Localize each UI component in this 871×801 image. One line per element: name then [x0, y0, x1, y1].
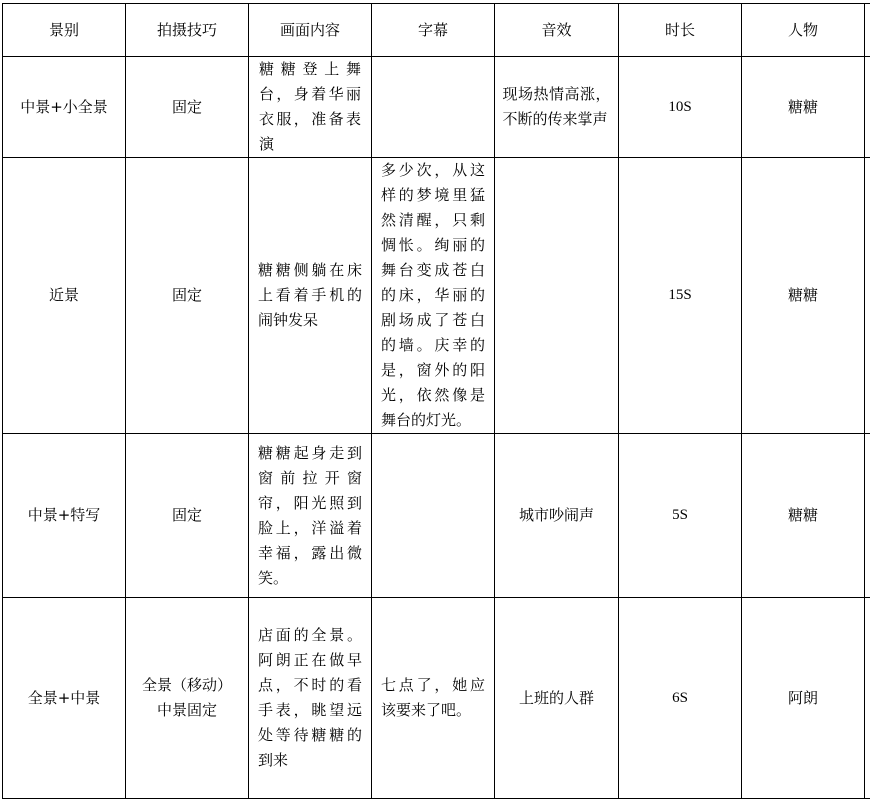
cell-content: [249, 598, 372, 799]
cell-duration: 15S: [619, 158, 742, 434]
cell-content: [249, 57, 372, 158]
cell-sound: [495, 434, 619, 598]
sound-text: 现场热情高涨，不断的传来掌声: [502, 85, 611, 128]
table-row: [3, 57, 870, 158]
sound-text: 城市吵闹声: [518, 506, 594, 524]
cell-shot: 全景+中景: [3, 598, 126, 799]
cell-duration: 5S: [619, 434, 742, 598]
cell-sound: [495, 57, 619, 158]
cell-subtitle: [372, 598, 495, 799]
cell-character: 糖糖: [742, 434, 865, 598]
header-sound: 音效: [495, 4, 619, 57]
header-subtitle: 字幕: [372, 4, 495, 57]
technique-line: 全景（移动）: [141, 676, 232, 694]
subtitle-text: 多少次，从这样的梦境里猛然清醒，只剩惆怅。绚丽的舞台变成苍白的床，华丽的剧场成了苍白的墙。庆幸的是，窗外的阳光，依然像是舞台的灯光。: [381, 161, 485, 429]
table-edge: [865, 598, 870, 799]
header-technique: 拍摄技巧: [126, 4, 249, 57]
cell-technique: [126, 434, 249, 598]
subtitle-text: 七点了，她应该要来了吧。: [381, 676, 485, 719]
cell-subtitle: [372, 434, 495, 598]
header-character: 人物: [742, 4, 865, 57]
cell-sound: [495, 158, 619, 434]
sound-text: 上班的人群: [518, 688, 594, 707]
header-content: 画面内容: [249, 4, 372, 57]
technique-line: 固定: [171, 97, 202, 116]
cell-sound: [495, 598, 619, 799]
content-text: 店面的全景。阿朗正在做早点，不时的看手表，眺望远处等待糖糖的到来: [258, 626, 362, 769]
cell-technique: [126, 57, 249, 158]
cell-character: 阿朗: [742, 598, 865, 799]
table-edge: [865, 158, 870, 434]
technique-line: 固定: [171, 286, 202, 304]
content-text: 糖糖登上舞台，身着华丽衣服，准备表演: [259, 60, 361, 153]
header-shot: 景别: [3, 4, 126, 57]
cell-subtitle: [372, 158, 495, 434]
table-row: [3, 434, 870, 598]
content-text: 糖糖起身走到窗前拉开窗帘，阳光照到脸上，洋溢着幸福，露出微笑。: [258, 443, 362, 587]
cell-content: [249, 434, 372, 598]
cell-duration: 10S: [619, 57, 742, 158]
cell-character: 糖糖: [742, 158, 865, 434]
content-text: 糖糖侧躺在床上看着手机的闹钟发呆: [258, 261, 362, 329]
table-edge: [865, 434, 870, 598]
storyboard-table: [2, 3, 870, 799]
cell-content: [249, 158, 372, 434]
cell-technique: [126, 158, 249, 434]
cell-technique: [126, 598, 249, 799]
cell-shot: 近景: [3, 158, 126, 434]
cell-character: 糖糖: [742, 57, 865, 158]
cell-shot: 中景+小全景: [3, 57, 126, 158]
table-edge: [865, 4, 870, 57]
table-row: [3, 598, 870, 799]
header-row: [3, 4, 870, 57]
table-edge: [865, 57, 870, 158]
cell-duration: 6S: [619, 598, 742, 799]
technique-line: 中景固定: [156, 701, 217, 719]
header-duration: 时长: [619, 4, 742, 57]
technique-line: 固定: [171, 506, 202, 524]
table-row: [3, 158, 870, 434]
cell-shot: 中景+特写: [3, 434, 126, 598]
cell-subtitle: [372, 57, 495, 158]
